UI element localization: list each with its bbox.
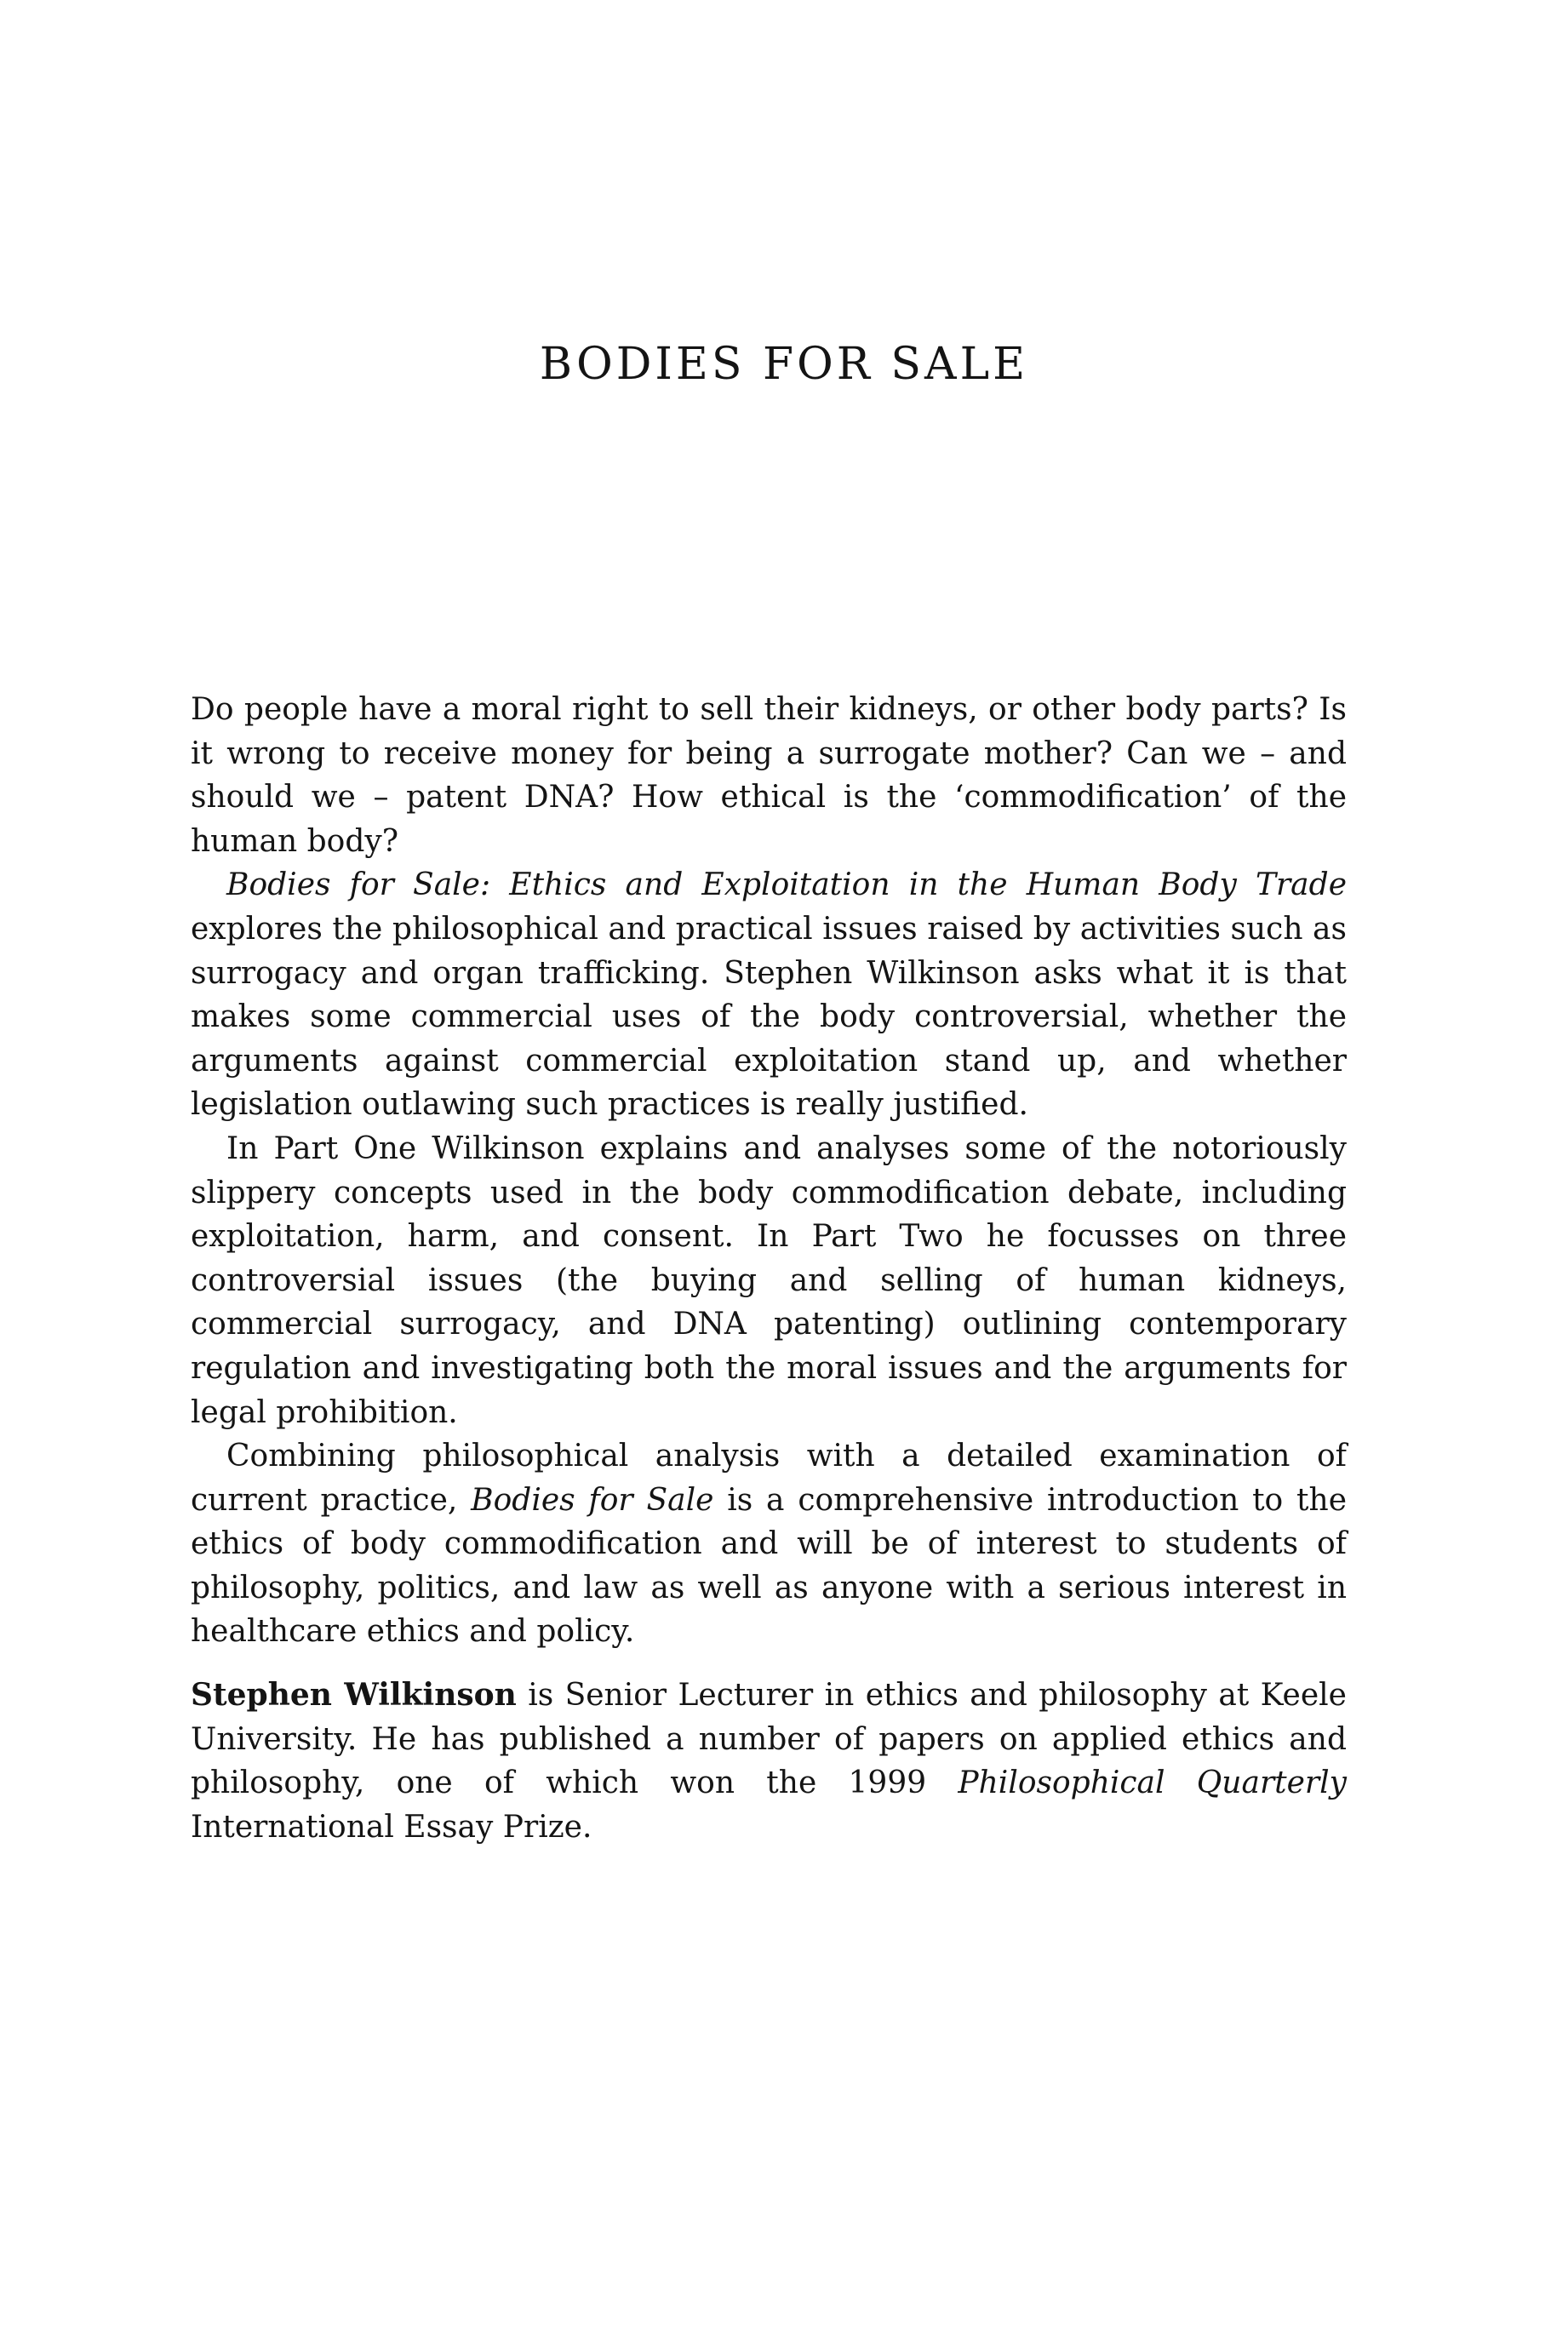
author-bio	[191, 1674, 1347, 1849]
author-bio-text-1: is Senior Lecturer in ethics and philosophy at Keele University. He has published a number of papers on applied ethics and philosophy, one of which won the 1999	[191, 1678, 1347, 1801]
paragraph-2-text: explores the philosophical and practical issues raised by activities such as surrogacy and organ trafficking. Stephen Wilkinson asks what it is that makes some commercial uses of the body controversial, whether the arguments against commercial exploitation stand up, and whether legislation outlawing such practices is really justified.	[191, 911, 1347, 1123]
full-book-title: Bodies for Sale: Ethics and Exploitation in the Human Body Trade	[226, 867, 1347, 903]
book-title: BODIES FOR SALE	[539, 339, 1029, 390]
journal-name: Philosophical Quarterly	[958, 1765, 1347, 1801]
description-paragraph-3: In Part One Wilkinson explains and analyses some of the notoriously slippery concepts used in the body commodification debate, including exploitation, harm, and consent. In Part Two he focusses on three controversial issues (the buying and selling of human kidneys, commercial surrogacy, and DNA patenting) outlining contemporary regulation and investigating both the moral issues and the arguments for legal prohibition.	[191, 1130, 1347, 1430]
description-paragraph-1: Do people have a moral right to sell their kidneys, or other body parts? Is it wrong to receive money for being a surrogate mother? Can we – and should we – patent DNA? How ethical is the ‘commodification’ of the human body?	[191, 692, 1347, 859]
paragraph-4-text-start: Combining philosophical analysis with a detailed examination of current practice,	[191, 1439, 1347, 1518]
paragraph-4-text-end: is a comprehensive introduction to the ethics of body commodification and will be of interest to students of philosophy, politics, and law as well as anyone with a serious interest in healthcare ethics and policy.	[191, 1482, 1347, 1650]
book-description	[191, 688, 1347, 1654]
description-paragraph-2	[191, 863, 1347, 1127]
author-name: Stephen Wilkinson	[191, 1677, 517, 1713]
book-title-reference: Bodies for Sale	[471, 1482, 714, 1518]
author-bio-text-2: International Essay Prize.	[191, 1809, 592, 1845]
description-paragraph-4	[191, 1434, 1347, 1654]
